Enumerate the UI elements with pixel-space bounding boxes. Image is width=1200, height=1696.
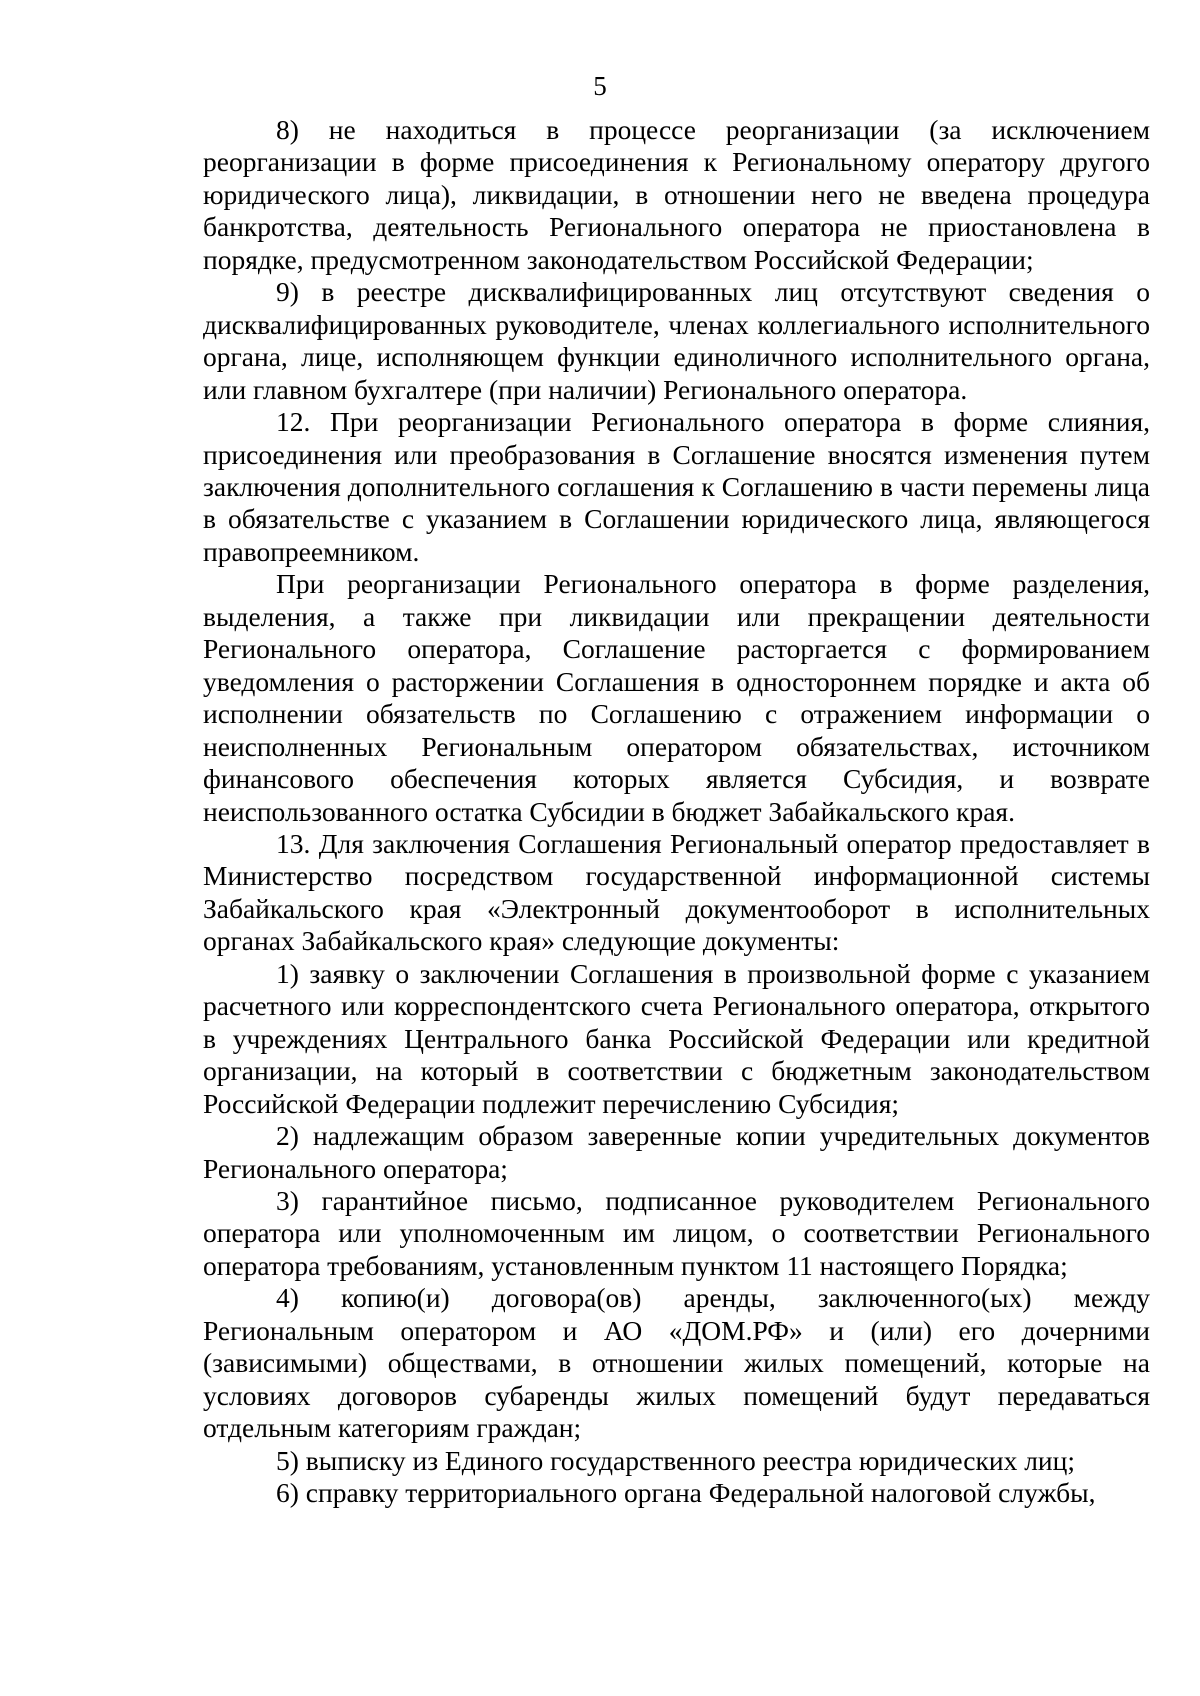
paragraph-list-item-1: 1) заявку о заключении Соглашения в произвольной форме с указанием расчетного или корреспондентского счета Регионального оператора, открытого в учреждениях Центрального банка Российской Федерации или кредитной организации, на который в соответствии с бюджетным законодательством Российской Федерации подлежит перечислению Субсидия; (203, 957, 1150, 1119)
paragraph-clause-12: 12. При реорганизации Регионального оператора в форме слияния, присоединения или преобразования в Соглашение вносятся изменения путем заключения дополнительного соглашения к Соглашению в части перемены лица в обязательстве с указанием в Соглашении юридического лица, являющегося правопреемником. (203, 406, 1150, 567)
paragraph-list-item-2: 2) надлежащим образом заверенные копии учредительных документов Регионального оператора; (203, 1120, 1150, 1184)
paragraph-list-item-6: 6) справку территориального органа Федеральной налоговой службы, (276, 1477, 1096, 1509)
paragraph-clause-12-continued: При реорганизации Регионального оператора в форме разделения, выделения, а также при ликвидации или прекращении деятельности Регионального оператора, Соглашение расторгается с формированием уведомления о расторжении Соглашения в одностороннем порядке и акта об исполнении обязательств по Соглашению с отражением информации о неисполненных Региональным оператором обязательствах, источником финансового обеспечения которых является Субсидия, и возврате неиспользованного остатка Субсидии в бюджет Забайкальского края. (203, 568, 1150, 827)
document-body (203, 114, 1150, 1509)
paragraph-item-8: 8) не находиться в процессе реорганизации (за исключением реорганизации в форме присоединения к Региональному оператору другого юридического лица), ликвидации, в отношении него не введена процедура банкротства, деятельность Регионального оператора не приостановлена в порядке, предусмотренном законодательством Российской Федерации; (203, 114, 1150, 275)
page-number: 5 (593, 71, 607, 101)
paragraph-clause-13: 13. Для заключения Соглашения Региональный оператор предоставляет в Министерство посредством государственной информационной системы Забайкальского края «Электронный документооборот в исполнительных органах Забайкальского края» следующие документы: (203, 827, 1150, 957)
paragraph-item-9: 9) в реестре дисквалифицированных лиц отсутствуют сведения о дисквалифицированных руководителе, членах коллегиального исполнительного органа, лице, исполняющем функции единоличного исполнительного органа, или главном бухгалтере (при наличии) Регионального оператора. (203, 276, 1150, 405)
paragraph-list-item-5: 5) выписку из Единого государственного реестра юридических лиц; (276, 1444, 1076, 1476)
paragraph-list-item-4: 4) копию(и) договора(ов) аренды, заключенного(ых) между Региональным оператором и АО «ДОМ.РФ» и (или) его дочерними (зависимыми) обществами, в отношении жилых помещений, которые на условиях договоров субаренды жилых помещений будут передаваться отдельным категориям граждан; (203, 1282, 1150, 1444)
paragraph-list-item-3: 3) гарантийное письмо, подписанное руководителем Регионального оператора или уполномоченным им лицом, о соответствии Регионального оператора требованиям, установленным пунктом 11 настоящего Порядка; (203, 1184, 1150, 1281)
